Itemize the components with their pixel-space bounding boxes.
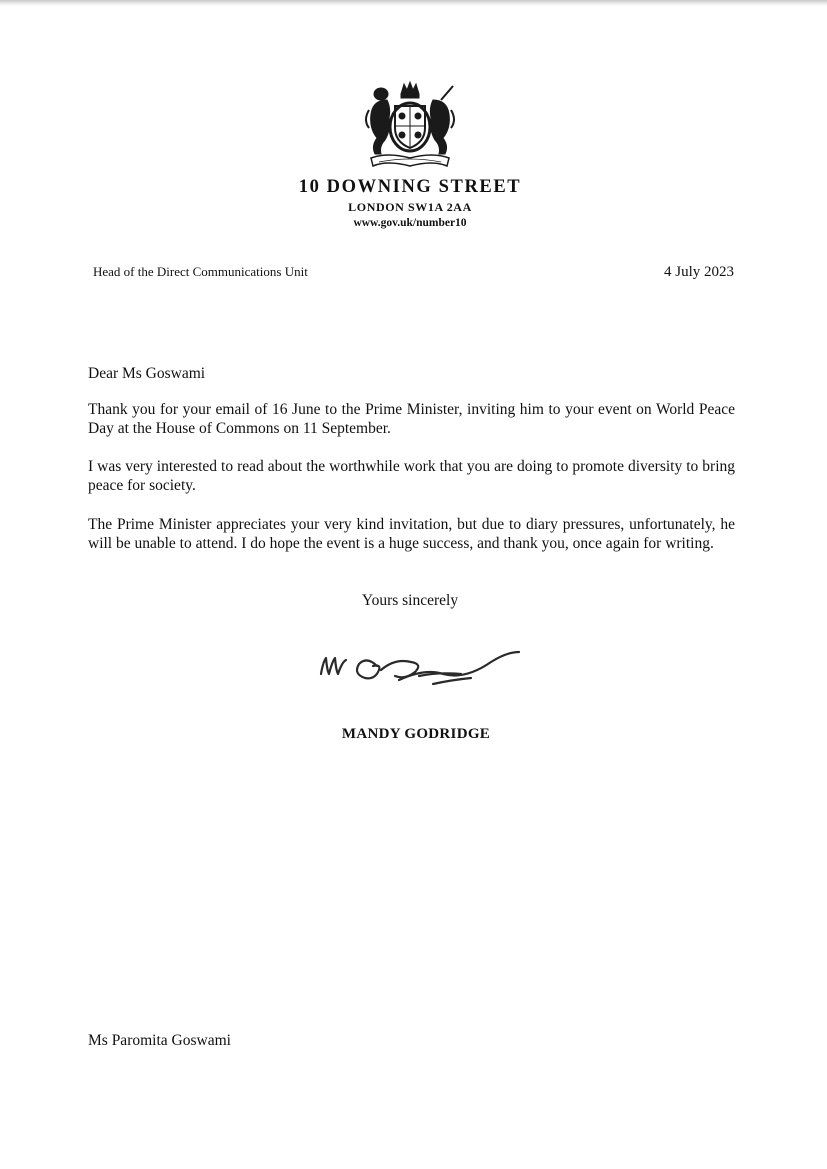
closing-phrase: Yours sincerely	[361, 592, 459, 609]
body-paragraph-1: Thank you for your email of 16 June to the Prime Minister, inviting him to your event on World Peace Day at the House of Commons on 11 September.	[88, 401, 735, 437]
signatory-name: MANDY GODRIDGE	[341, 726, 491, 742]
royal-coat-of-arms-icon	[357, 80, 463, 170]
recipient-name: Ms Paromita Goswami	[88, 1032, 231, 1049]
letterhead-website: www.gov.uk/number10	[353, 217, 467, 229]
handwritten-signature-icon	[315, 640, 525, 690]
salutation: Dear Ms Goswami	[88, 365, 206, 382]
page-top-edge	[0, 0, 827, 6]
sender-role: Head of the Direct Communications Unit	[93, 264, 308, 279]
body-paragraph-2: I was very interested to read about the worthwhile work that you are doing to promote diversity to bring peace for society.	[88, 458, 735, 494]
letter-date: 4 July 2023	[663, 264, 734, 280]
letterhead-postcode: LONDON SW1A 2AA	[348, 200, 472, 214]
letterhead-street: 10 DOWNING STREET	[298, 177, 522, 197]
body-paragraph-3: The Prime Minister appreciates your very kind invitation, but due to diary pressures, unfortunately, he will be unable to attend. I do hope the event is a huge success, and thank you, once again for writing.	[88, 516, 735, 552]
letterhead-address	[210, 176, 610, 231]
